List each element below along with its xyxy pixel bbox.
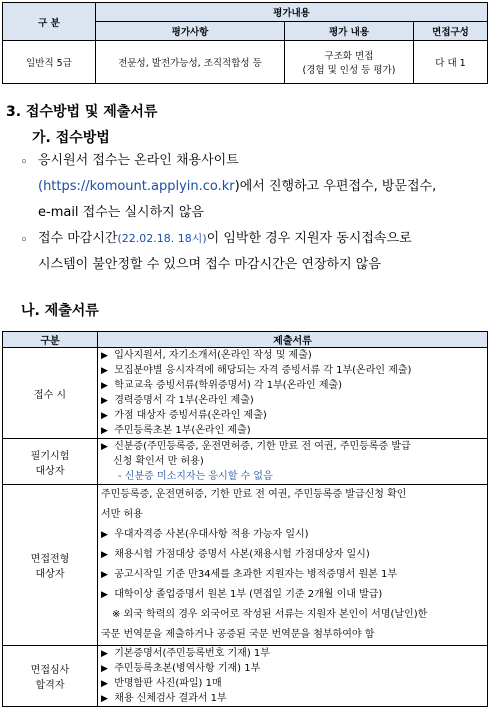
triangle-bullet-icon: ▶ — [101, 442, 108, 452]
bullet-1-line3: e-mail 접수는 실시하지 않음 — [38, 205, 204, 220]
triangle-bullet-icon: ▶ — [101, 664, 108, 674]
list-item: ▶ 모집분야별 응시자격에 해당되는 자격 증빙서류 각 1부(온라인 제출) — [98, 363, 487, 378]
list-item: ▶ 대학이상 졸업증명서 원본 1부 (면접일 기준 2개월 이내 발급) — [98, 585, 487, 605]
triangle-bullet-icon: ▶ — [101, 426, 108, 436]
triangle-bullet-icon: ▶ — [101, 550, 108, 560]
list-item: ▶ 기본증명서(주민등록번호 기재) 1부 — [98, 646, 487, 661]
docs-header-category: 구분 — [3, 332, 98, 348]
triangle-bullet-icon: ▶ — [101, 351, 108, 361]
triangle-bullet-icon: ▶ — [101, 649, 108, 659]
documents-table — [2, 331, 488, 707]
list-item: ▶ 신분증(주민등록증, 운전면허증, 기한 만료 전 여권, 주민등록증 발급 — [98, 439, 487, 454]
header-eval-items: 평가사항 — [96, 22, 285, 41]
list-item: ▶ 우대자격증 사본(우대사항 적용 가능자 일시) — [98, 525, 487, 545]
list-item: ▶ 학교교육 증빙서류(학위증명서) 각 1부(온라인 제출) — [98, 378, 487, 393]
list-item: ▶ 채용 신체검사 결과서 1부 — [98, 691, 487, 706]
list-item: ▶ 주민등록초본 1부(온라인 제출) — [98, 423, 487, 438]
list-item: ▶ 공고시작일 기준 만34세를 초과한 지원자는 병적증명서 원본 1부 — [98, 565, 487, 585]
triangle-bullet-icon: ▶ — [101, 694, 108, 704]
triangle-bullet-icon: ▶ — [101, 366, 108, 376]
triangle-bullet-icon: ▶ — [101, 396, 108, 406]
category-final-pass: 면접심사 합격자 — [3, 646, 98, 707]
bullet-1-line1: 응시원서 접수는 온라인 채용사이트 — [38, 153, 239, 168]
bullet-2-line2: 시스템이 불안정할 수 있으며 접수 마감시간은 연장하지 않음 — [38, 257, 381, 272]
eval-detail-line2: (경험 및 인성 등 평가) — [302, 65, 396, 76]
bullet-2-icon: ◦ — [20, 233, 28, 248]
deadline-text: (22.02.18. 18시) — [117, 232, 207, 245]
eval-items-cell: 전문성, 발전가능성, 조직적합성 등 — [96, 41, 285, 84]
triangle-bullet-icon: ▶ — [101, 570, 108, 580]
list-item: ▶ 경력증명서 각 1부(온라인 제출) — [98, 393, 487, 408]
bullet-2-line1: 접수 마감시간(22.02.18. 18시)이 임박한 경우 지원자 동시접속으로 — [38, 231, 412, 246]
list-item: ▶ 가점 대상자 증빙서류(온라인 제출) — [98, 408, 487, 423]
triangle-bullet-icon: ▶ — [101, 381, 108, 391]
eval-detail-cell — [285, 41, 414, 84]
list-item: ▶ 반명함판 사진(파일) 1매 — [98, 676, 487, 691]
docs-header-docs: 제출서류 — [98, 332, 488, 348]
docs-final-pass — [98, 646, 488, 707]
header-composition: 면접구성 — [414, 22, 488, 41]
list-item: ▶ 입사지원서, 자기소개서(온라인 작성 및 제출) — [98, 348, 487, 363]
id-note: - 신분증 미소지자는 응시할 수 없음 — [118, 471, 273, 482]
eval-detail-line1: 구조화 면접 — [324, 51, 374, 62]
triangle-bullet-icon: ▶ — [101, 679, 108, 689]
subsection-ga-title: 가. 접수방법 — [32, 130, 110, 146]
list-item: ▶ 주민등록초본(병역사항 기재) 1부 — [98, 661, 487, 676]
bullet-1-text — [38, 148, 488, 226]
list-item-continued: 신청 확인서 만 허용) — [113, 456, 204, 467]
application-site-link[interactable]: (https://komount.applyin.co.kr — [38, 179, 235, 194]
header-eval-detail: 평가 내용 — [285, 22, 414, 41]
bullet-1-icon: ◦ — [20, 155, 28, 170]
foreign-degree-note-line2: 국문 번역문을 제출하거나 공증된 국문 번역문을 첨부하여야 함 — [101, 629, 375, 640]
header-eval-content: 평가내용 — [96, 3, 488, 22]
composition-cell: 다 대 1 — [414, 41, 488, 84]
interview-intro-line1: 주민등록증, 운전면허증, 기한 만료 전 여권, 주민등록증 발급신청 확인 — [101, 489, 407, 500]
grade-cell: 일반직 5급 — [3, 41, 96, 84]
list-item: ▶ 채용시험 가점대상 증명서 사본(채용시험 가점대상자 일시) — [98, 545, 487, 565]
bullet-2-text — [38, 226, 488, 278]
subsection-na-title: 나. 제출서류 — [21, 303, 99, 319]
docs-on-apply — [98, 348, 488, 439]
triangle-bullet-icon: ▶ — [101, 530, 108, 540]
evaluation-table — [2, 2, 488, 84]
bullet-1-line2: (https://komount.applyin.co.kr)에서 진행하고 우편접수, 방문접수, — [38, 179, 437, 194]
triangle-bullet-icon: ▶ — [101, 590, 108, 600]
category-written-exam: 필기시험 대상자 — [3, 439, 98, 485]
interview-intro-line2: 서만 허용 — [101, 509, 143, 520]
section-3-title: 3. 접수방법 및 제출서류 — [6, 104, 158, 120]
docs-written-exam — [98, 439, 488, 485]
category-interview: 면접전형 대상자 — [3, 485, 98, 646]
triangle-bullet-icon: ▶ — [101, 411, 108, 421]
header-category: 구 분 — [3, 3, 96, 41]
docs-interview — [98, 485, 488, 646]
category-on-apply: 접수 시 — [3, 348, 98, 439]
foreign-degree-note-line1: ※ 외국 학력의 경우 외국어로 작성된 서류는 지원자 본인이 서명(날인)한 — [112, 609, 428, 620]
